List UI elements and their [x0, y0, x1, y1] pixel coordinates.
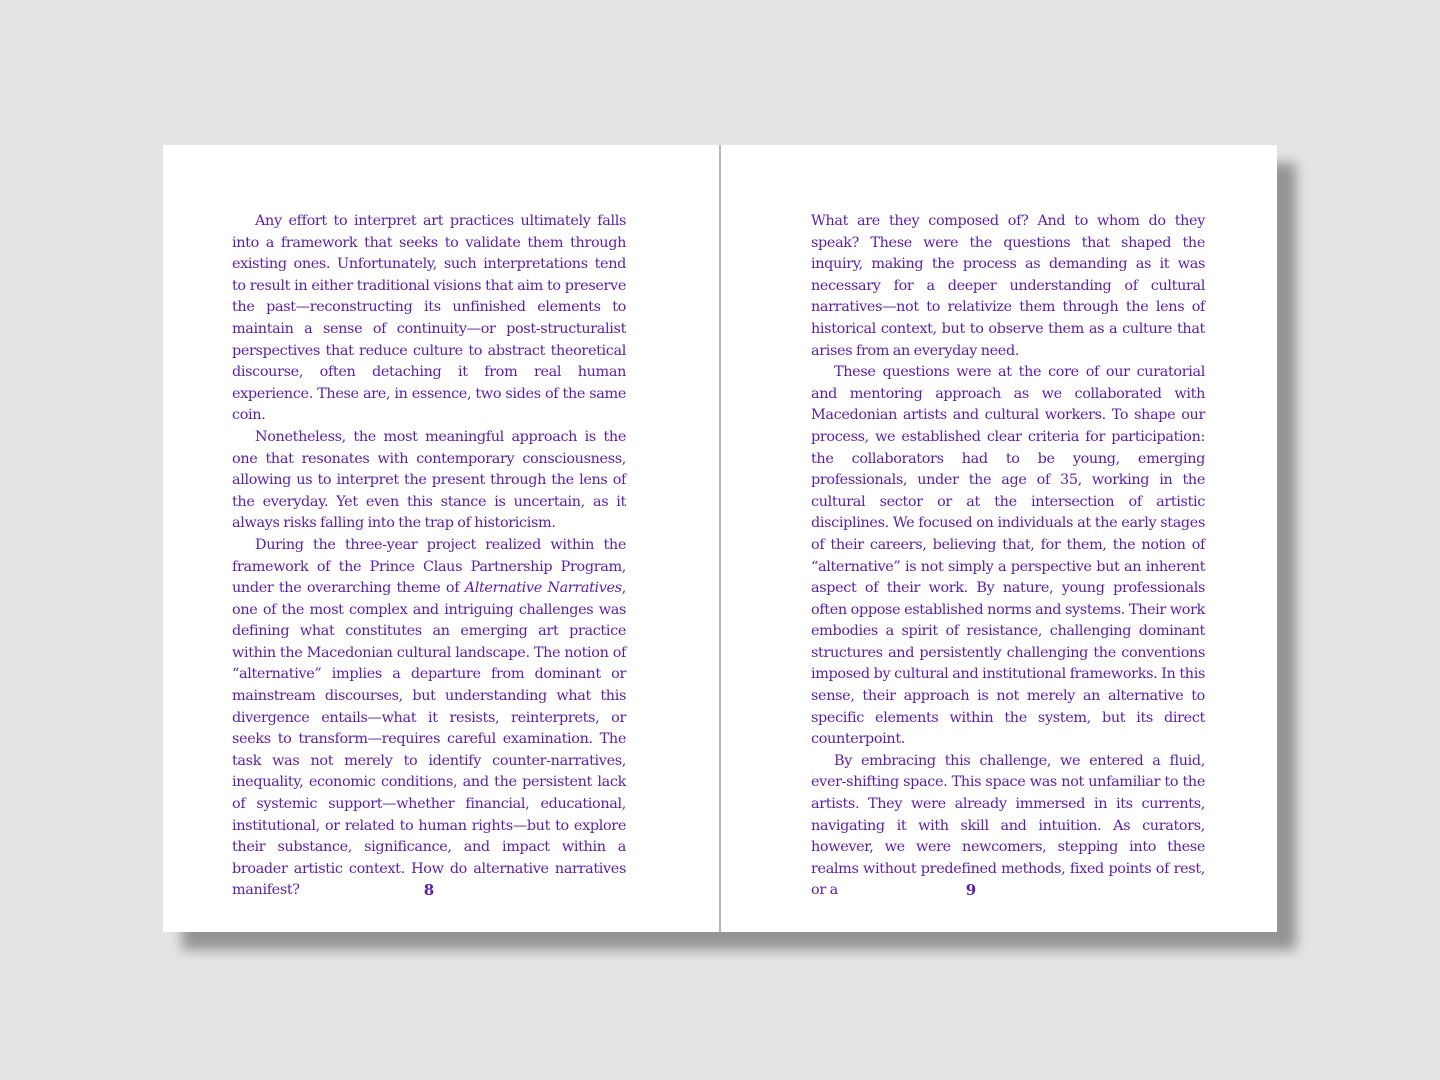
- left-paragraph-3-start: During the three-year project realized within the framework of the Prince Claus Partnership Program, under the overarching theme of: [232, 536, 626, 597]
- right-paragraph-1: What are they composed of? And to whom do they speak? These were the questions that shaped the inquiry, making the process as demanding as it was necessary for a deeper understanding of cultural narratives—not to relativize them through the lens of historical context, but to observe them as a culture that arises from an everyday need.: [811, 213, 1205, 359]
- right-page: [721, 145, 1277, 932]
- left-paragraph-3: [232, 535, 626, 902]
- page-number-right: 9: [965, 881, 977, 899]
- italic-title: Alternative Narratives: [464, 580, 622, 597]
- right-page-text: [811, 211, 1205, 902]
- left-paragraph-2: Nonetheless, the most meaningful approach is the one that resonates with contemporary consciousness, allowing us to interpret the present through the lens of the everyday. Yet even this stance is uncertain, as it always risks falling into the trap of historicism.: [232, 428, 626, 532]
- right-paragraph-3: By embracing this challenge, we entered a fluid, ever-shifting space. This space was not unfamiliar to the artists. They were already immersed in its currents, navigating it with skill and intuition. As curators, however, we were newcomers, stepping into these realms without predefined methods, fixed points of rest, or a: [811, 752, 1205, 899]
- left-paragraph-3-end: , one of the most complex and intriguing challenges was defining what constitutes an emerging art practice within the Macedonian cultural landscape. The notion of “alternative” implies a departure from dominant or mainstream discourses, but understanding what this divergence entails—what it resists, reinterprets, or seeks to transform—requires careful examination. The task was not merely to identify counter-narratives, inequality, economic conditions, and the persistent lack of systemic support—whether financial, educational, institutional, or related to human rights—but to explore their substance, significance, and impact within a broader artistic context. How do alternative narratives manifest?: [232, 580, 626, 899]
- right-paragraph-2: These questions were at the core of our curatorial and mentoring approach as we collaborated with Macedonian artists and cultural workers. To shape our process, we established clear criteria for participation: the collaborators had to be young, emerging professionals, under the age of 35, working in the cultural sector or at the intersection of artistic disciplines. We focused on individuals at the early stages of their careers, believing that, for them, the notion of “alternative” is not simply a perspective but an inherent aspect of their work. By nature, young professionals often oppose established norms and systems. Their work embodies a spirit of resistance, challenging dominant structures and persistently challenging the conventions imposed by cultural and institutional frameworks. In this sense, their approach is not merely an alternative to specific elements within the system, but its direct counterpoint.: [811, 364, 1205, 748]
- page-number-left: 8: [423, 881, 435, 899]
- left-page: [163, 145, 719, 932]
- book-spread: [163, 145, 1277, 932]
- left-paragraph-1: Any effort to interpret art practices ultimately falls into a framework that seeks to validate them through existing ones. Unfortunately, such interpretations tend to result in either traditional visions that aim to preserve the past—reconstructing its unfinished elements to maintain a sense of continuity—or post-structuralist perspectives that reduce culture to abstract theoretical discourse, often detaching it from real human experience. These are, in essence, two sides of the same coin.: [232, 213, 626, 424]
- left-page-text: [232, 211, 626, 902]
